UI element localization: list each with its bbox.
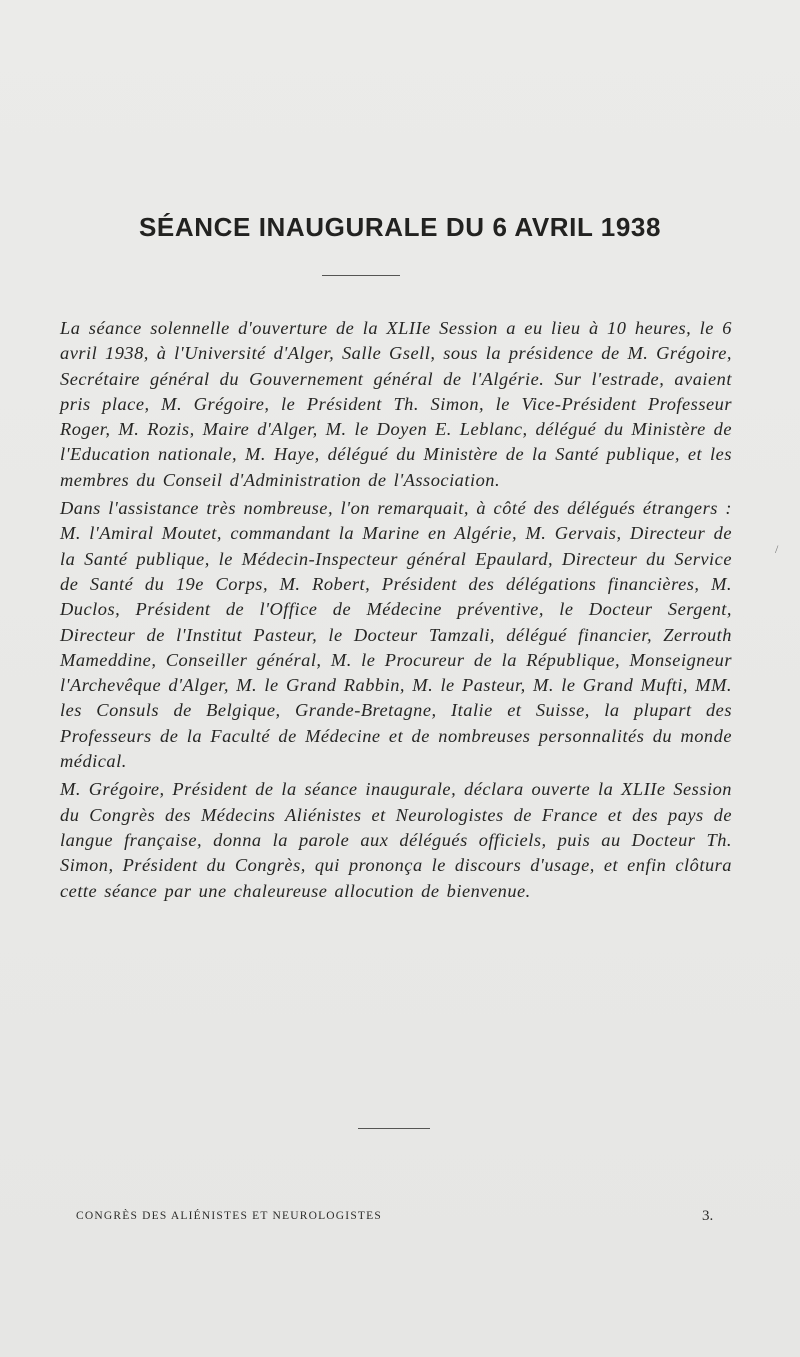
body-text bbox=[60, 316, 732, 904]
closing-divider bbox=[358, 1128, 430, 1129]
page-number: 3. bbox=[702, 1208, 714, 1224]
paragraph-opening-session: La séance solennelle d'ouverture de la XLIIe Session a eu lieu à 10 heures, le 6 avril 1938, à l'Université d'Alger, Salle Gsell, sous la présidence de M. Grégoire, Secrétaire général du Gouvernement général de l'Algérie. Sur l'estrade, avaient pris place, M. Grégoire, le Président Th. Simon, le Vice-Président Professeur Roger, M. Rozis, Maire d'Alger, M. le Doyen E. Leblanc, délégué du Ministère de l'Education nationale, M. Haye, délégué du Ministère de la Santé publique, et les membres du Conseil d'Administration de l'Association. bbox=[60, 318, 732, 490]
title-divider bbox=[322, 275, 400, 276]
running-footer: CONGRÈS DES ALIÉNISTES ET NEUROLOGISTES bbox=[76, 1210, 382, 1222]
page-title: SÉANCE INAUGURALE DU 6 AVRIL 1938 bbox=[138, 212, 662, 242]
paragraph-attendees: Dans l'assistance très nombreuse, l'on remarquait, à côté des délégués étrangers : M. l'Amiral Moutet, commandant la Marine en Algérie, M. Gervais, Directeur de la Santé publique, le Médecin-Inspecteur général Epaulard, Directeur du Service de Santé du 19e Corps, M. Robert, Président des délégations financières, M. Duclos, Président de l'Office de Médecine préventive, le Docteur Sergent, Directeur de l'Institut Pasteur, le Docteur Tamzali, délégué financier, Zerrouth Mameddine, Conseiller général, M. le Procureur de la République, Monseigneur l'Archevêque d'Alger, M. le Grand Rabbin, M. le Pasteur, M. le Grand Mufti, MM. les Consuls de Belgique, Grande-Bretagne, Italie et Suisse, la plupart des Professeurs de la Faculté de Médecine et de nombreuses personnalités du monde médical. bbox=[60, 498, 732, 772]
margin-mark: / bbox=[775, 542, 779, 556]
paragraph-declaration: M. Grégoire, Président de la séance inaugurale, déclara ouverte la XLIIe Session du Congrès des Médecins Aliénistes et Neurologistes de France et des pays de langue française, donna la parole aux délégués officiels, puis au Docteur Th. Simon, Président du Congrès, qui prononça le discours d'usage, et enfin clôtura cette séance par une chaleureuse allocution de bienvenue. bbox=[60, 779, 732, 901]
